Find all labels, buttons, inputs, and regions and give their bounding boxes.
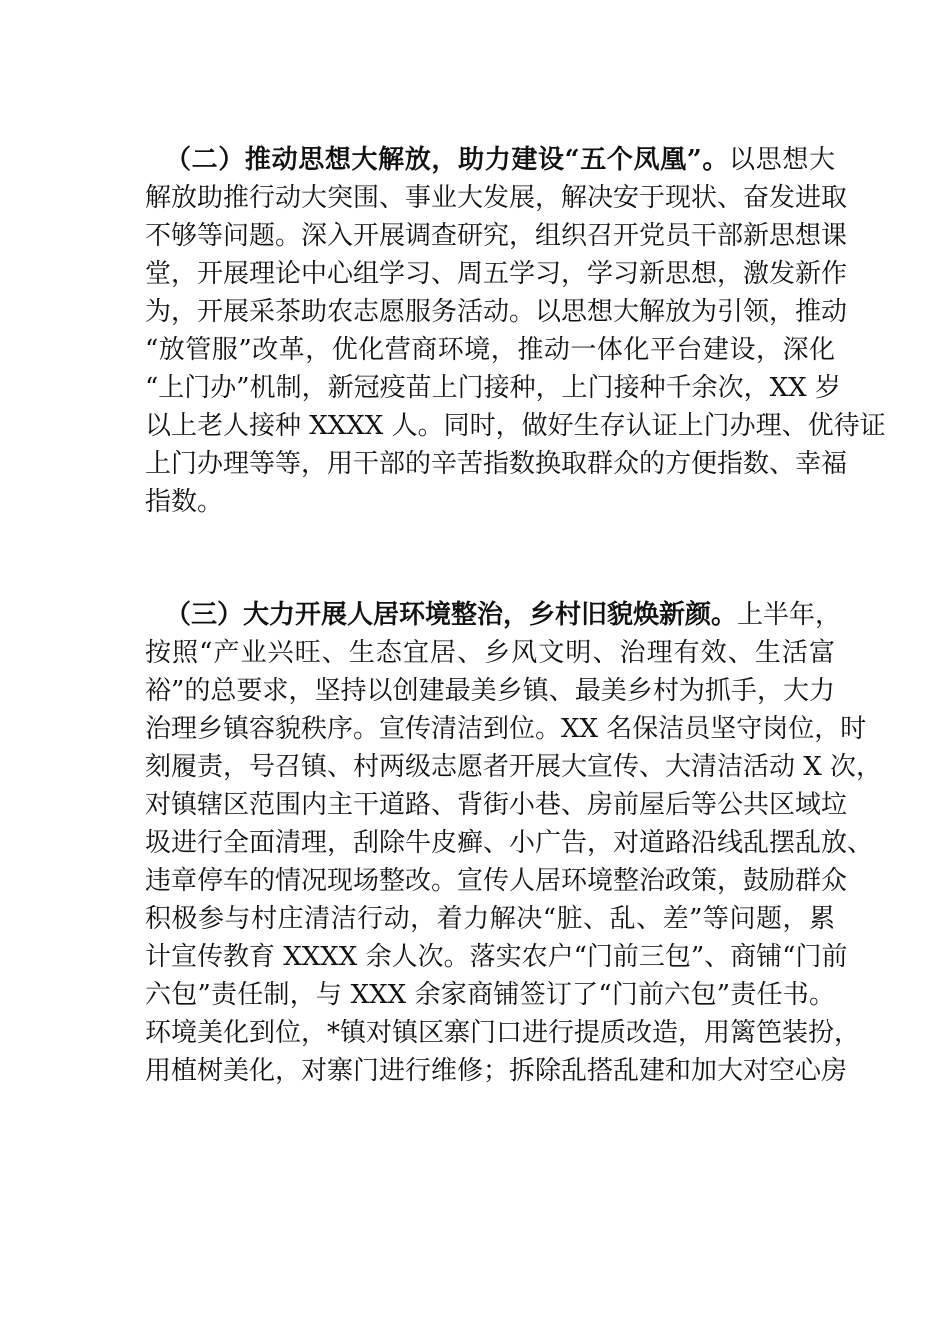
paragraph-2-line: 上门办理等等，用干部的辛苦指数换取群众的方便指数、幸福 [145,449,848,479]
paragraph-3-line: 对镇辖区范围内主干道路、背街小巷、房前屋后等公共区域垃 [145,790,848,820]
paragraph-2-line: 指数。 [145,487,224,517]
paragraph-3-line: 计宣传教育 XXXX 余人次。落实农户“门前三包”、商铺“门前 [145,942,848,972]
paragraph-2-line: 堂，开展理论中心组学习、周五学习，学习新思想，激发新作 [145,259,848,289]
paragraph-3 [145,596,883,1090]
paragraph-2-line-1 [145,141,835,179]
paragraph-2 [145,141,886,521]
paragraph-2-line: “放管服”改革，优化营商环境，推动一体化平台建设，深化 [145,335,835,365]
paragraph-3-heading: （三）大力开展人居环境整治，乡村旧貌焕新颜。 [165,600,738,630]
paragraph-3-line: 环境美化到位，*镇对镇区寨门口进行提质改造，用篱笆装扮， [145,1018,861,1048]
paragraph-3-line: 违章停车的情况现场整改。宣传人居环境整治政策，鼓励群众 [145,866,848,896]
paragraph-3-line: 用植树美化，对寨门进行维修；拆除乱搭乱建和加大对空心房 [145,1056,848,1086]
paragraph-3-line: 刻履责，号召镇、村两级志愿者开展大宣传、大清洁活动 X 次， [145,752,883,782]
paragraph-3-line: 积极参与村庄清洁行动，着力解决“脏、乱、差”等问题，累 [145,904,835,934]
paragraph-3-line: 治理乡镇容貌秩序。宣传清洁到位。XX 名保洁员坚守岗位，时 [145,714,867,744]
paragraph-3-line: 六包”责任制，与 XXX 余家商铺签订了“门前六包”责任书。 [145,980,835,1010]
paragraph-2-line: 不够等问题。深入开展调查研究，组织召开党员干部新思想课 [145,221,848,251]
paragraph-2-line: 以上老人接种 XXXX 人。同时，做好生存认证上门办理、优待证 [145,411,886,441]
paragraph-3-line-1-rest: 上半年， [737,600,842,630]
paragraph-2-heading: （二）推动思想大解放，助力建设“五个凤凰”。 [165,145,730,175]
paragraph-3-line: 圾进行全面清理，刮除牛皮癣、小广告，对道路沿线乱摆乱放、 [145,828,874,858]
paragraph-2-line-1-rest: 以思想大 [729,145,835,175]
paragraph-3-line: 裕”的总要求，坚持以创建最美乡镇、最美乡村为抓手，大力 [145,676,835,706]
paragraph-3-line-1 [145,596,842,634]
paragraph-3-line: 按照“产业兴旺、生态宜居、乡风文明、治理有效、生活富 [145,638,835,668]
paragraph-2-line: “上门办”机制，新冠疫苗上门接种，上门接种千余次，XX 岁 [145,373,841,403]
paragraph-2-line: 为，开展采茶助农志愿服务活动。以思想大解放为引领，推动 [145,297,848,327]
paragraph-2-line: 解放助推行动大突围、事业大发展，解决安于现状、奋发进取 [145,183,848,213]
